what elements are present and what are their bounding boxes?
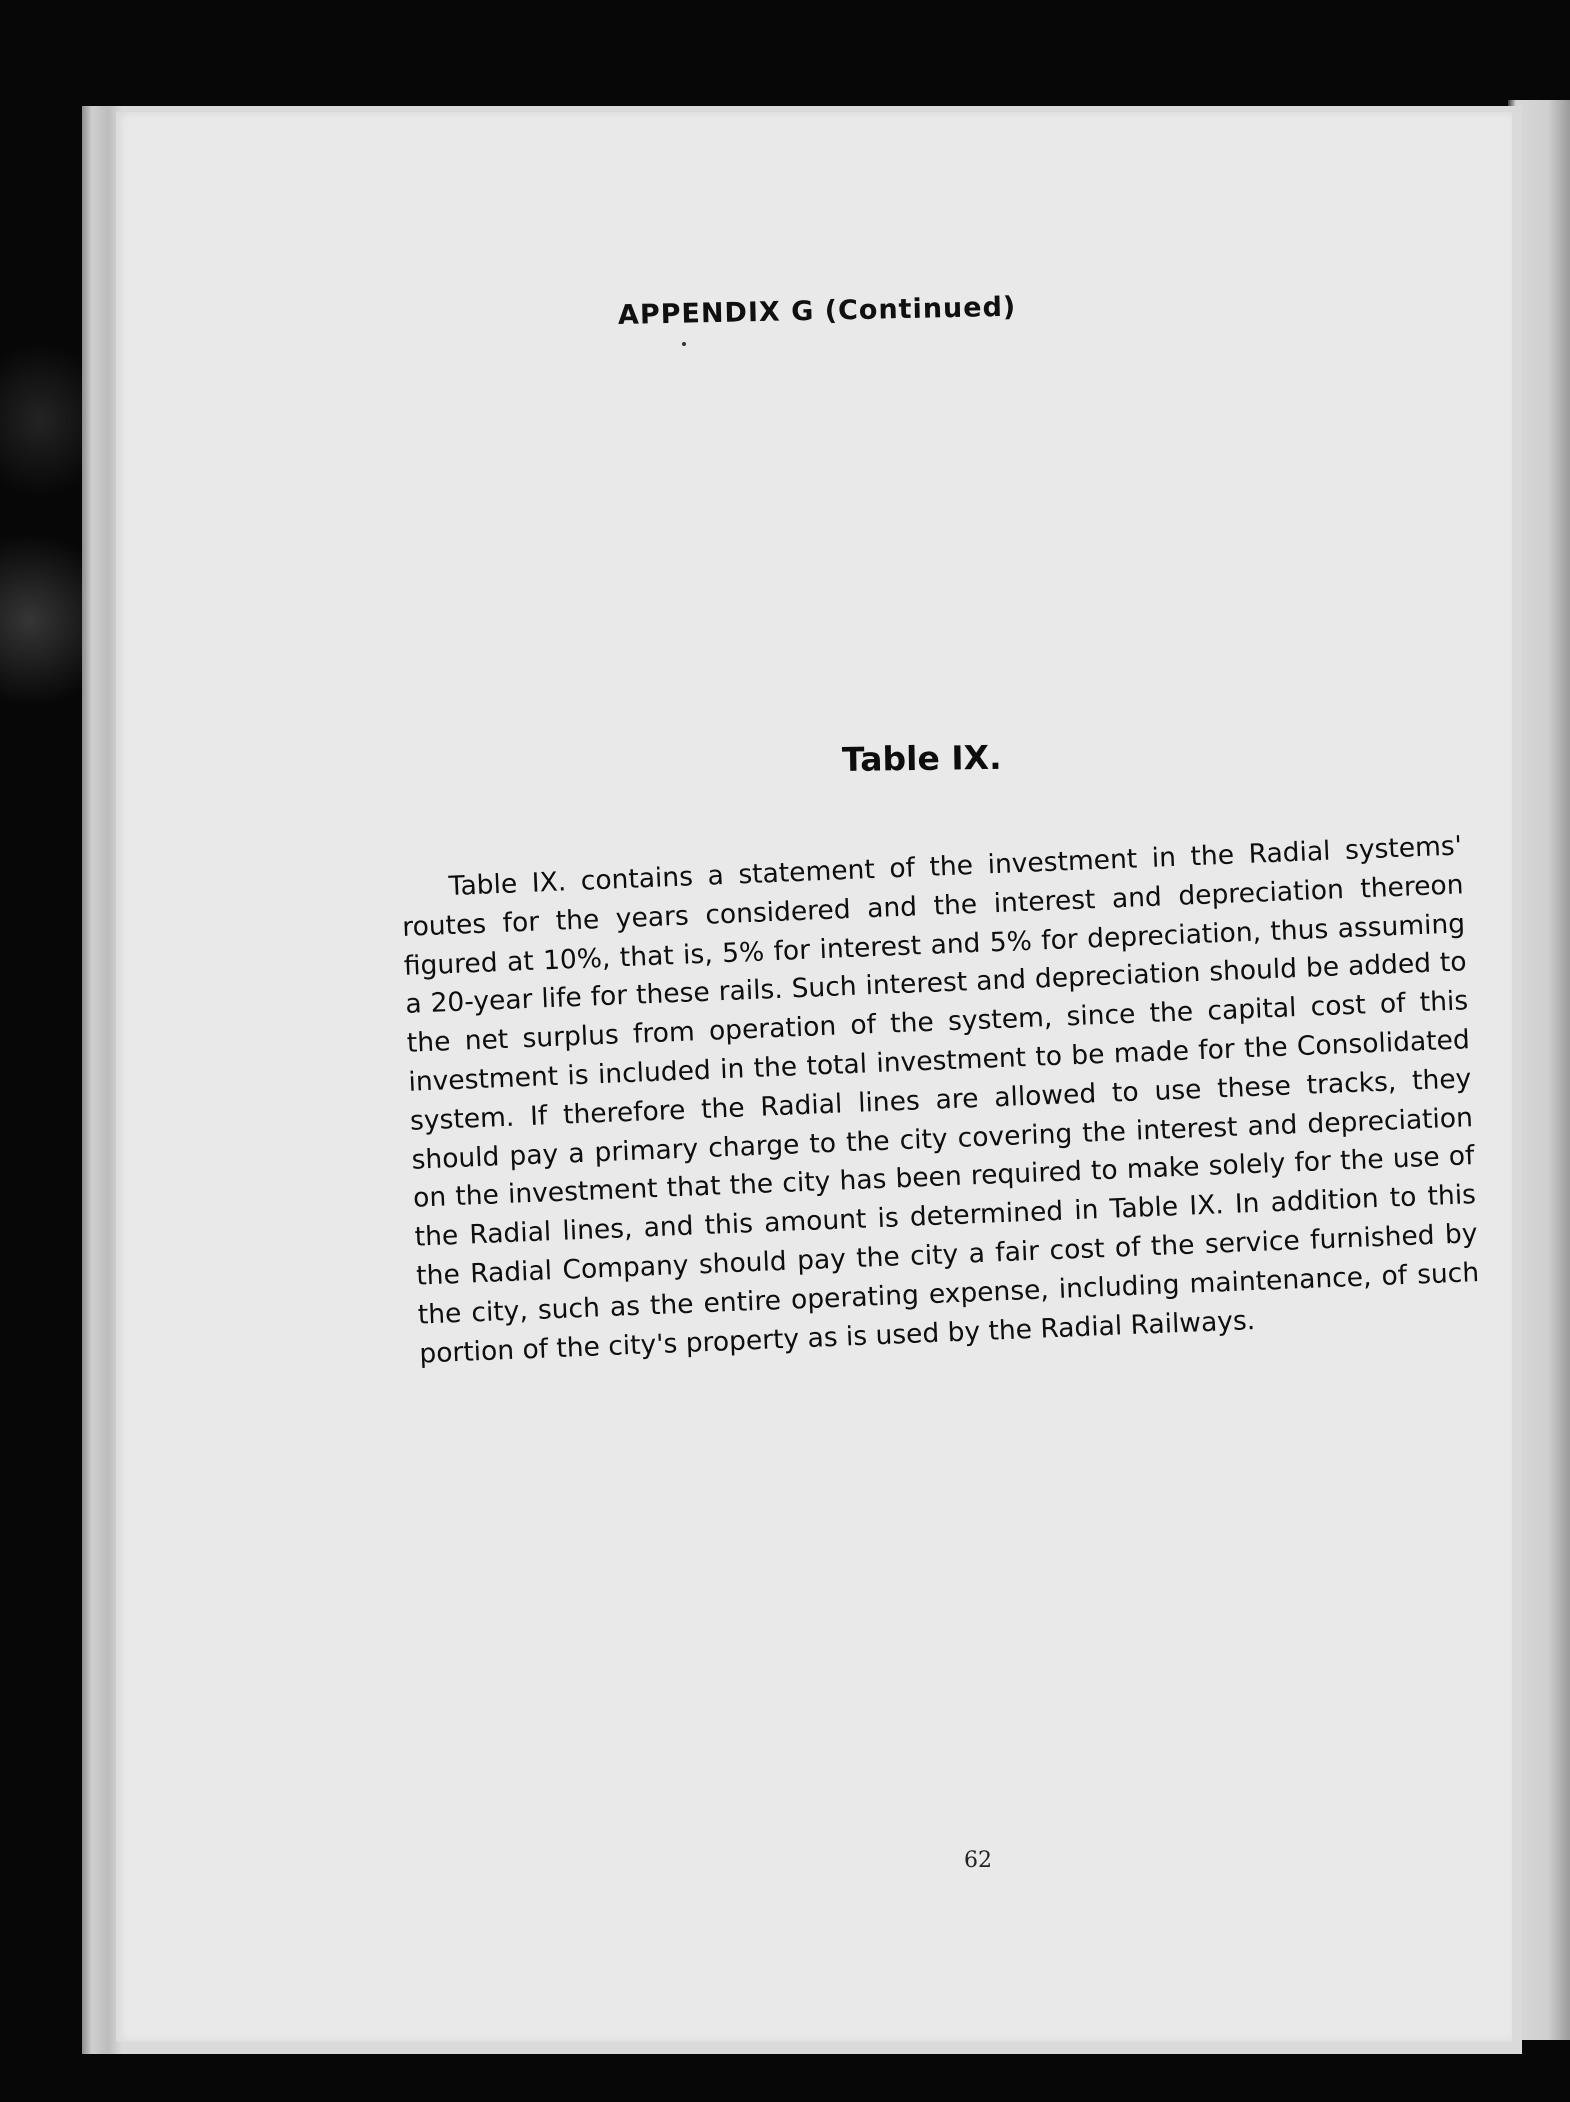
page-number: 62 bbox=[964, 1848, 992, 1873]
body-paragraph: Table IX. contains a statement of the investment in the Radial systems' routes for the years considered and the interest and depreciation thereon figured at 10%, that is, 5% for interest and 5% for depreciation, thus assuming a 20-year life for these rails. Such interest and depreciation should be added to the net surplus from operation of the system, since the capital cost of this investment is included in the total investment to be made for the Consolidated system. If therefore the Radial lines are allowed to use these tracks, they should pay a primary charge to the city covering the interest and depreciation on the investment that the city has been required to make solely for the use of the Radial lines, and this amount is determined in Table IX. In addition to this the Radial Company should pay the city a fair cost of the service furnished by the city, such as the entire operating expense, including maintenance, of such portion of the city's property as is used by the Radial Railways. bbox=[401, 830, 1480, 1370]
table-title: Table IX. bbox=[841, 737, 1002, 779]
dust-speck bbox=[682, 342, 686, 346]
appendix-heading: APPENDIX G (Continued) bbox=[617, 291, 1017, 331]
